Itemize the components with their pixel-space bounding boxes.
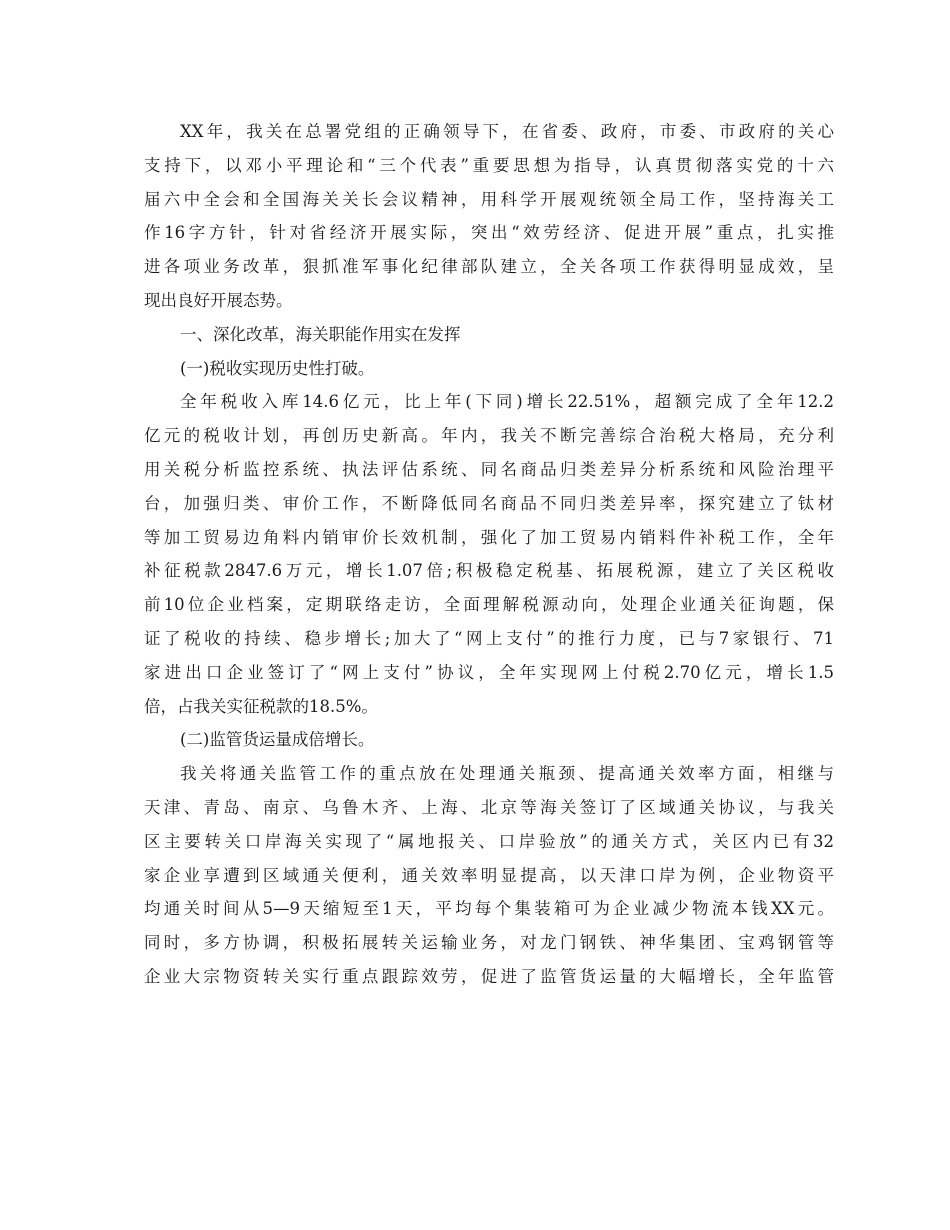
text-line: 作16字方针，针对省经济开展实际，突出“效劳经济、促进开展”重点，扎实推 <box>144 223 834 243</box>
text-line: 全年税收入库14.6亿元，比上年(下同)增长22.51%，超额完成了全年12.2 <box>180 392 834 412</box>
text-line: 证了税收的持续、稳步增长;加大了“网上支付”的推行力度，已与7家银行、71 <box>144 628 834 648</box>
text-line: 台，加强归类、审价工作，不断降低同名商品不同归类差异率，探究建立了钛材 <box>144 493 834 513</box>
text-line: 同时，多方协调，积极拓展转关运输业务，对龙门钢铁、神华集团、宝鸡钢管等 <box>144 933 834 953</box>
heading-line: (一)税收实现历史性打破。 <box>180 358 375 378</box>
text-line: 区主要转关口岸海关实现了“属地报关、口岸验放”的通关方式，关区内已有32 <box>144 831 834 851</box>
text-line: 前10位企业档案，定期联络走访，全面理解税源动向，处理企业通关征询题，保 <box>144 595 834 615</box>
text-line: 支持下，以邓小平理论和“三个代表”重要思想为指导，认真贯彻落实党的十六 <box>144 155 834 175</box>
text-line: XX年，我关在总署党组的正确领导下，在省委、政府，市委、市政府的关心 <box>180 122 834 141</box>
text-line: 补征税款2847.6万元，增长1.07倍;积极稳定税基、拓展税源，建立了关区税收 <box>144 561 834 581</box>
text-line: 企业大宗物资转关实行重点跟踪效劳，促进了监管货运量的大幅增长，全年监管 <box>144 966 834 986</box>
text-line: 亿元的税收计划，再创历史新高。年内，我关不断完善综合治税大格局，充分利 <box>144 426 834 446</box>
document-body <box>144 115 834 994</box>
text-line: 家进出口企业签订了“网上支付”协议，全年实现网上付税2.70亿元，增长1.5 <box>144 662 834 682</box>
text-line: 用关税分析监控系统、执法评估系统、同名商品归类差异分析系统和风险治理平 <box>144 459 834 479</box>
subsection-heading-tax <box>144 352 834 386</box>
paragraph-intro <box>144 115 834 318</box>
section-heading <box>144 318 834 352</box>
text-line: 倍，占我关实征税款的18.5%。 <box>144 696 378 716</box>
paragraph-cargo <box>144 757 834 994</box>
paragraph-tax <box>144 385 834 723</box>
text-line: 均通关时间从5—9天缩短至1天，平均每个集装箱可为企业减少物流本钱XX元。 <box>144 899 834 919</box>
text-line: 我关将通关监管工作的重点放在处理通关瓶颈、提高通关效率方面，相继与 <box>180 764 834 784</box>
heading-line: 一、深化改革，海关职能作用实在发挥 <box>180 324 461 344</box>
heading-line: (二)监管货运量成倍增长。 <box>180 730 375 750</box>
subsection-heading-cargo <box>144 723 834 757</box>
text-line: 现出良好开展态势。 <box>144 290 293 310</box>
text-line: 届六中全会和全国海关关长会议精神，用科学开展观统领全局工作，坚持海关工 <box>144 189 834 209</box>
text-line: 家企业享遭到区域通关便利，通关效率明显提高，以天津口岸为例，企业物资平 <box>144 865 834 885</box>
text-line: 进各项业务改革，狠抓准军事化纪律部队建立，全关各项工作获得明显成效，呈 <box>144 257 834 277</box>
text-line: 等加工贸易边角料内销审价长效机制，强化了加工贸易内销料件补税工作，全年 <box>144 527 834 547</box>
text-line: 天津、青岛、南京、乌鲁木齐、上海、北京等海关签订了区域通关协议，与我关 <box>144 797 834 817</box>
